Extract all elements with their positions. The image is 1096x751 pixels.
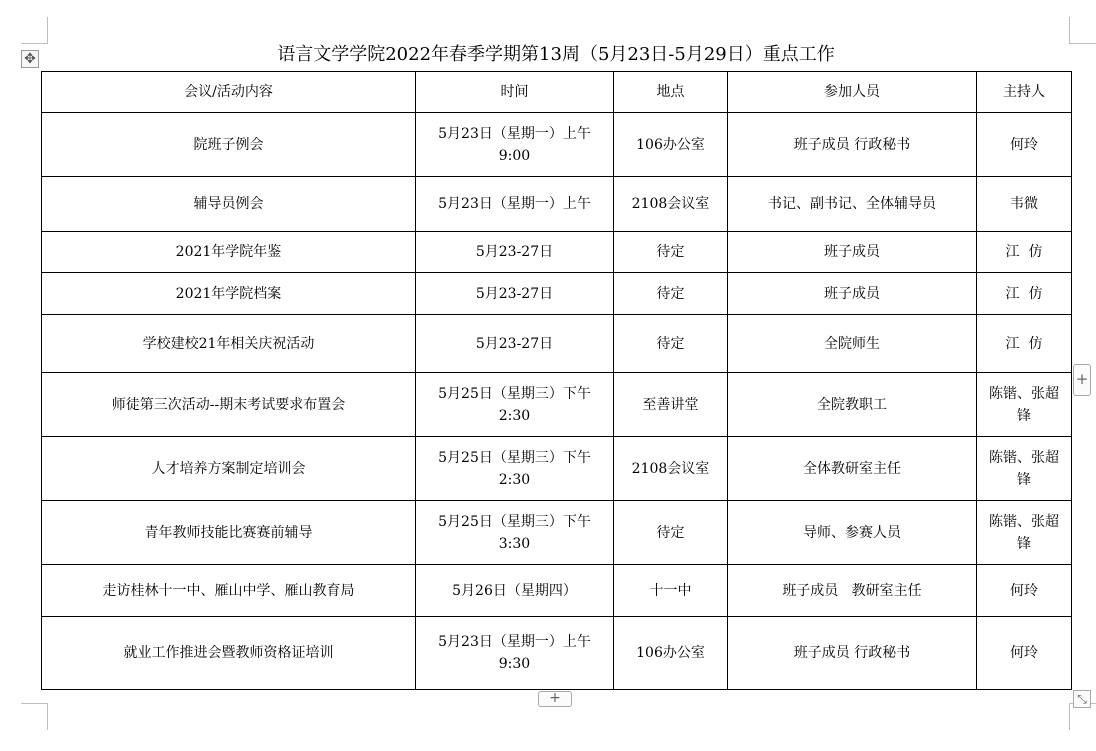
cell-host[interactable] — [977, 501, 1072, 565]
cell-host[interactable] — [977, 315, 1072, 373]
cell-time[interactable] — [416, 273, 614, 315]
cell-attendees[interactable]: 班子成员 — [728, 273, 977, 315]
cell-place[interactable]: 十一中 — [614, 565, 728, 617]
cell-content[interactable]: 青年教师技能比赛赛前辅导 — [42, 501, 416, 565]
table-row — [42, 113, 1072, 177]
cell-host[interactable] — [977, 565, 1072, 617]
host-line: 韦微 — [1010, 196, 1038, 212]
cell-place[interactable]: 2108会议室 — [614, 437, 728, 501]
host-line: 锋 — [1017, 471, 1031, 488]
host-line: 何玲 — [1010, 136, 1038, 153]
header-time[interactable]: 时间 — [416, 72, 614, 113]
cell-attendees[interactable]: 全院教职工 — [728, 373, 977, 437]
header-content[interactable]: 会议/活动内容 — [42, 72, 416, 113]
host-line: 陈锴、张超 — [989, 449, 1059, 466]
cell-attendees[interactable]: 导师、参赛人员 — [728, 501, 977, 565]
cell-time[interactable] — [416, 177, 614, 232]
cell-time[interactable] — [416, 617, 614, 690]
cell-host[interactable] — [977, 177, 1072, 232]
header-attendees[interactable]: 参加人员 — [728, 72, 977, 113]
table-row — [42, 617, 1072, 690]
cell-host[interactable] — [977, 617, 1072, 690]
host-line: 江 仿 — [1005, 244, 1043, 260]
cell-attendees[interactable]: 班子成员 — [728, 232, 977, 273]
host-line: 陈锴、张超 — [989, 513, 1059, 530]
cell-content[interactable]: 学校建校21年相关庆祝活动 — [42, 315, 416, 373]
host-line: 江 仿 — [1005, 285, 1043, 302]
cell-attendees[interactable]: 班子成员 行政秘书 — [728, 113, 977, 177]
cell-time[interactable] — [416, 113, 614, 177]
time-line: 5月23-27日 — [475, 244, 554, 260]
cell-attendees[interactable]: 班子成员 行政秘书 — [728, 617, 977, 690]
time-line: 5月25日（星期三）下午 — [438, 513, 591, 530]
cell-attendees[interactable]: 全院师生 — [728, 315, 977, 373]
cell-time[interactable] — [416, 501, 614, 565]
time-line: 2:30 — [498, 471, 531, 488]
host-line: 锋 — [1017, 535, 1031, 552]
table-row — [42, 273, 1072, 315]
time-line: 5月23日（星期一）上午 — [438, 634, 591, 650]
time-line: 5月23日（星期一）上午 — [438, 125, 591, 142]
time-line: 5月26日（星期四） — [452, 582, 577, 599]
time-line: 5月25日（星期三）下午 — [438, 385, 591, 402]
host-line: 何玲 — [1010, 582, 1038, 599]
time-line: 2:30 — [498, 407, 531, 424]
cell-content[interactable]: 走访桂林十一中、雁山中学、雁山教育局 — [42, 565, 416, 617]
table-row — [42, 373, 1072, 437]
add-column-button[interactable]: + — [1073, 364, 1091, 396]
time-line: 5月23-27日 — [475, 335, 554, 352]
table-move-icon[interactable]: ✥ — [21, 50, 39, 68]
page-corner-mark-bottom-left — [21, 703, 48, 730]
schedule-table — [41, 71, 1072, 690]
cell-place[interactable]: 待定 — [614, 315, 728, 373]
cell-host[interactable] — [977, 232, 1072, 273]
table-row — [42, 437, 1072, 501]
cell-place[interactable]: 106办公室 — [614, 113, 728, 177]
cell-time[interactable] — [416, 315, 614, 373]
time-line: 5月23-27日 — [475, 285, 554, 302]
cell-place[interactable]: 106办公室 — [614, 617, 728, 690]
cell-content[interactable]: 师徒第三次活动--期末考试要求布置会 — [42, 373, 416, 437]
time-line: 3:30 — [498, 535, 531, 552]
table-row — [42, 232, 1072, 273]
cell-place[interactable]: 待定 — [614, 232, 728, 273]
cell-content[interactable]: 2021年学院档案 — [42, 273, 416, 315]
cell-time[interactable] — [416, 565, 614, 617]
time-line: 9:30 — [498, 656, 531, 672]
cell-content[interactable]: 院班子例会 — [42, 113, 416, 177]
host-line: 江 仿 — [1005, 335, 1043, 352]
cell-host[interactable] — [977, 437, 1072, 501]
cell-place[interactable]: 待定 — [614, 501, 728, 565]
header-place[interactable]: 地点 — [614, 72, 728, 113]
host-line: 何玲 — [1010, 645, 1038, 661]
cell-host[interactable] — [977, 373, 1072, 437]
cell-host[interactable] — [977, 273, 1072, 315]
header-host[interactable]: 主持人 — [977, 72, 1072, 113]
table-row — [42, 565, 1072, 617]
add-row-button[interactable]: + — [538, 691, 572, 707]
cell-place[interactable]: 待定 — [614, 273, 728, 315]
cell-place[interactable]: 至善讲堂 — [614, 373, 728, 437]
host-line: 陈锴、张超 — [989, 385, 1059, 402]
cell-attendees[interactable]: 书记、副书记、全体辅导员 — [728, 177, 977, 232]
table-row — [42, 501, 1072, 565]
time-line: 9:00 — [498, 147, 531, 164]
host-line: 锋 — [1017, 407, 1031, 424]
cell-content[interactable]: 就业工作推进会暨教师资格证培训 — [42, 617, 416, 690]
cell-host[interactable] — [977, 113, 1072, 177]
document-title: 语言文学学院2022年春季学期第13周（5月23日-5月29日）重点工作 — [277, 44, 835, 65]
cell-time[interactable] — [416, 232, 614, 273]
page-corner-mark-top-right — [1069, 17, 1096, 44]
table-row — [42, 315, 1072, 373]
cell-attendees[interactable]: 全体教研室主任 — [728, 437, 977, 501]
cell-content[interactable]: 2021年学院年鉴 — [42, 232, 416, 273]
cell-attendees[interactable]: 班子成员 教研室主任 — [728, 565, 977, 617]
cell-time[interactable] — [416, 373, 614, 437]
cell-place[interactable]: 2108会议室 — [614, 177, 728, 232]
table-row — [42, 177, 1072, 232]
table-resize-icon[interactable]: ⤡ — [1073, 690, 1091, 708]
cell-time[interactable] — [416, 437, 614, 501]
time-line: 5月23日（星期一）上午 — [438, 196, 591, 212]
cell-content[interactable]: 人才培养方案制定培训会 — [42, 437, 416, 501]
table-header-row — [42, 72, 1072, 113]
cell-content[interactable]: 辅导员例会 — [42, 177, 416, 232]
time-line: 5月25日（星期三）下午 — [438, 449, 591, 466]
